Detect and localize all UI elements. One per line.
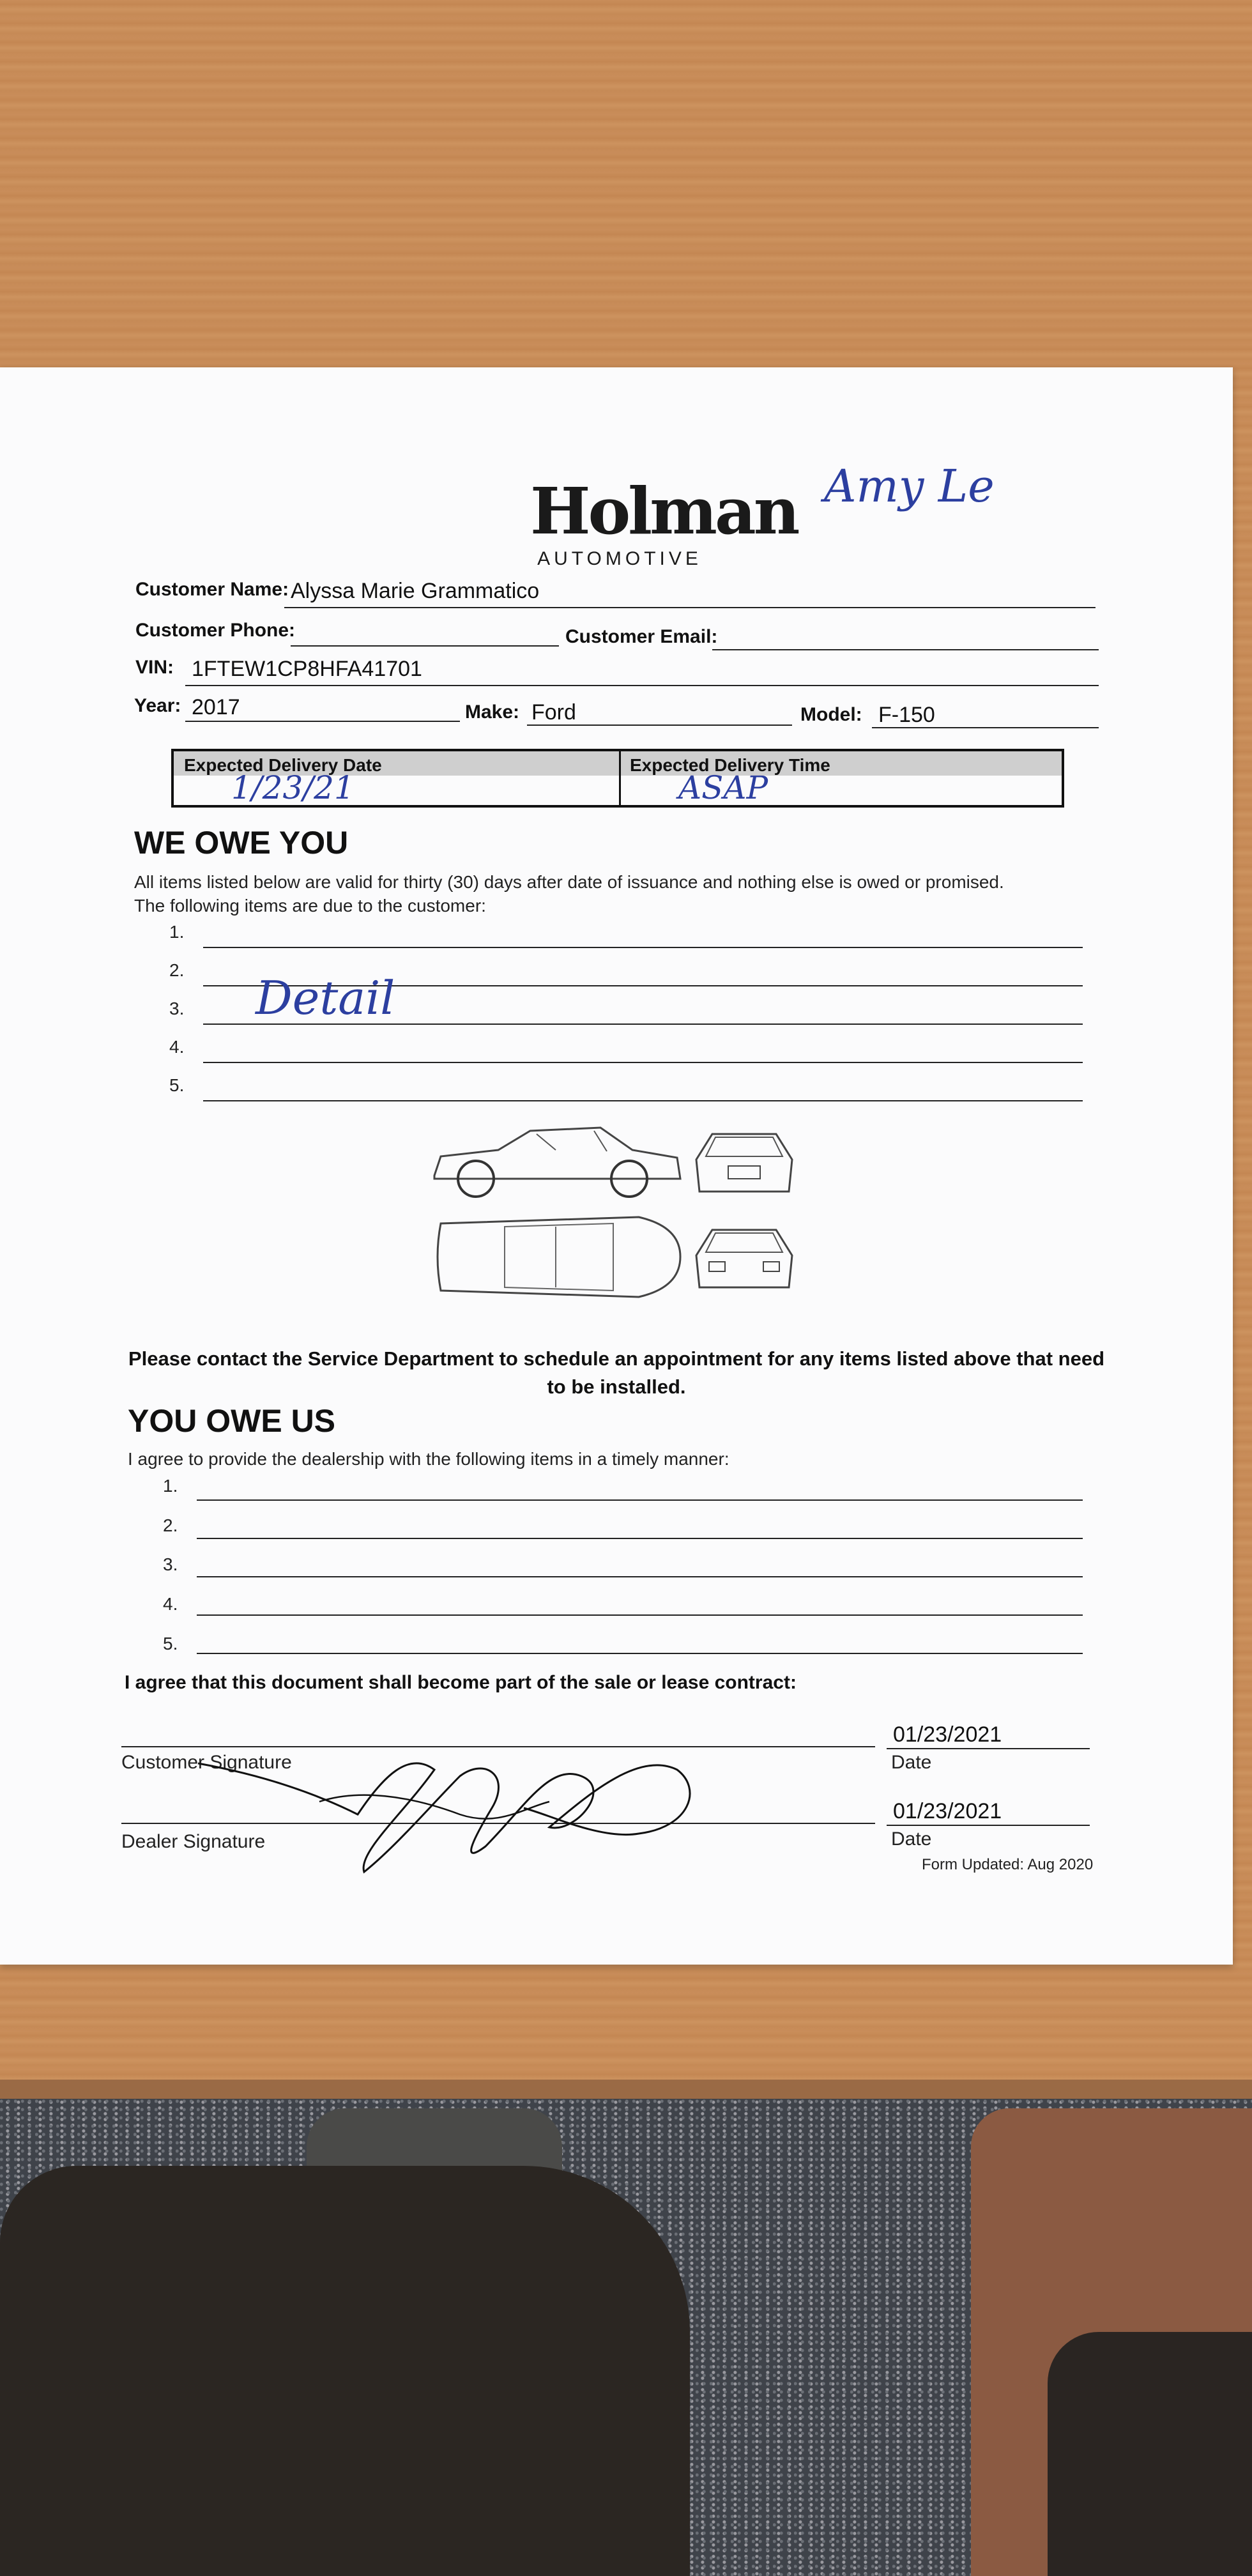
you-owe-item-line (197, 1499, 1083, 1501)
expected-delivery-box (171, 749, 1064, 808)
make-label: Make: (465, 702, 520, 723)
you-owe-item-number: 5. (163, 1634, 178, 1653)
delivery-date-value: 1/23/21 (231, 769, 355, 806)
customer-date-label: Date (891, 1752, 932, 1773)
vin-value: 1FTEW1CP8HFA41701 (192, 657, 422, 681)
dealer-signature-label: Dealer Signature (121, 1831, 266, 1852)
car-top-view-diagram (428, 1204, 683, 1310)
customer-email-line (712, 649, 1099, 650)
we-owe-item-handwritten: Detail (256, 971, 395, 1025)
year-line (185, 721, 460, 722)
customer-signature-label: Customer Signature (121, 1752, 292, 1773)
service-department-notice: Please contact the Service Department to schedule an appointment for any items listed above that need to be installed. (128, 1347, 1105, 1398)
year-label: Year: (134, 695, 181, 716)
model-line (872, 727, 1099, 728)
you-owe-item-number: 4. (163, 1594, 178, 1614)
customer-signature-date: 01/23/2021 (893, 1722, 1002, 1747)
we-owe-item-line (203, 1023, 1083, 1025)
you-owe-item-line (197, 1576, 1083, 1577)
you-owe-item-number: 3. (163, 1554, 178, 1574)
handwritten-signature (192, 1738, 703, 1885)
we-owe-intro-text: The following items are due to the customer: (134, 896, 486, 916)
car-rear-view-diagram (690, 1217, 798, 1300)
customer-phone-label: Customer Phone: (135, 620, 296, 641)
dealer-signature-date: 01/23/2021 (893, 1799, 1002, 1823)
agreement-statement: I agree that this document shall become part of the sale or lease contract: (125, 1672, 797, 1693)
customer-name-label: Customer Name: (135, 579, 289, 600)
we-owe-item-number: 3. (169, 999, 185, 1018)
delivery-time-label: Expected Delivery Time (630, 755, 830, 775)
model-value: F-150 (878, 703, 935, 727)
dealer-date-label: Date (891, 1828, 932, 1850)
we-owe-item-line (203, 1100, 1083, 1101)
we-owe-item-number: 4. (169, 1037, 185, 1057)
we-owe-you-title: WE OWE YOU (134, 825, 349, 861)
model-label: Model: (800, 704, 862, 725)
customer-name-line (284, 607, 1096, 608)
you-owe-item-line (197, 1614, 1083, 1616)
you-owe-item-number: 1. (163, 1476, 178, 1496)
you-owe-item-number: 2. (163, 1515, 178, 1535)
vin-label: VIN: (135, 657, 174, 678)
we-owe-item-number: 2. (169, 960, 185, 980)
dealer-date-line (887, 1825, 1090, 1826)
you-owe-intro-text: I agree to provide the dealership with the following items in a timely manner: (128, 1449, 729, 1469)
logo-subtitle: AUTOMOTIVE (537, 548, 702, 569)
we-owe-item-number: 1. (169, 922, 185, 942)
left-leg-shorts (0, 2166, 690, 2576)
we-owe-item-line (203, 947, 1083, 948)
delivery-divider (619, 751, 621, 805)
car-side-view-diagram (428, 1118, 683, 1201)
delivery-time-value: ASAP (678, 769, 768, 806)
make-line (527, 724, 792, 726)
we-owe-validity-text: All items listed below are valid for thirty (30) days after date of issuance and nothing else is owed or promised. (134, 872, 1004, 892)
we-owe-item-number: 5. (169, 1075, 185, 1095)
holman-logo (530, 473, 798, 570)
delivery-date-label: Expected Delivery Date (184, 755, 382, 775)
car-front-view-diagram (690, 1121, 798, 1201)
customer-name-value: Alyssa Marie Grammatico (291, 579, 540, 603)
we-owe-item-line (203, 1062, 1083, 1063)
year-value: 2017 (192, 695, 240, 719)
make-value: Ford (531, 700, 576, 724)
desk-edge (0, 2080, 1252, 2099)
form-updated-note: Form Updated: Aug 2020 (922, 1856, 1094, 1873)
customer-date-line (887, 1748, 1090, 1749)
logo-wordmark: Holman (530, 473, 798, 549)
you-owe-item-line (197, 1538, 1083, 1539)
customer-email-label: Customer Email: (565, 626, 718, 647)
you-owe-us-title: YOU OWE US (128, 1403, 336, 1439)
you-owe-item-line (197, 1653, 1083, 1654)
customer-phone-line (291, 645, 559, 647)
right-leg-shorts (1048, 2332, 1252, 2576)
handwritten-salesperson-name: Amy Le (824, 460, 995, 512)
vin-line (185, 685, 1099, 686)
